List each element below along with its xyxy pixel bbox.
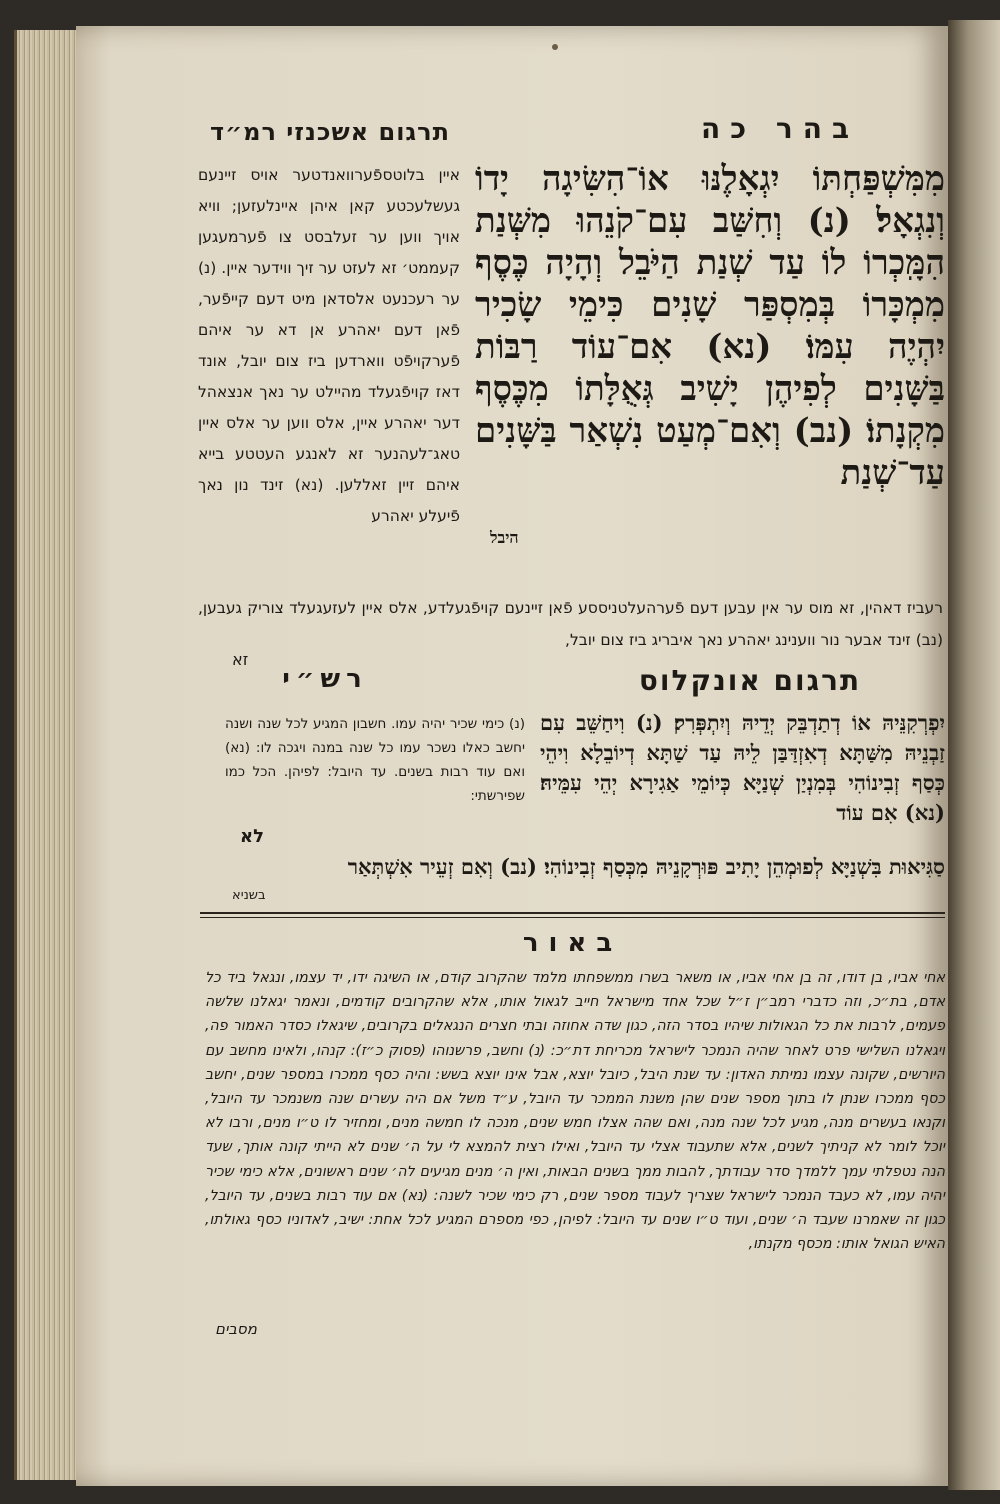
page-mark — [552, 44, 558, 50]
ashkenazi-continuation-paragraph: רעביז דאהין, זא מוס ער אין עבען דעם פֿערהעלטניססע פֿאן זיינעם קויפֿגעלדע, אלס איין לעזעגעלד צוריק געבען, (נב) זינד אבער נור ווענינג יאהרע נאך איבריג ביז צום יובל, — [198, 599, 943, 649]
page-number: כה — [700, 112, 757, 145]
onkelos-continuation-paragraph: סַגִּיאוּת בִּשְׁנַיָּא לְפוּמְהֵן יָתִיב פּוּרְקָנֵיהּ מִכְּסַף זְבִינוֹהִי׃ (נב) וְאִם זְעֵיר אִשְׁתְּאַר — [347, 854, 945, 879]
biur-header: באור — [522, 928, 623, 958]
facing-page-edge — [948, 20, 1000, 1490]
onkelos-text — [540, 708, 945, 828]
rashi-header: רש״י — [282, 664, 368, 694]
running-header — [560, 112, 960, 145]
onkelos-catchword: בשניא — [232, 888, 266, 903]
biur-commentary — [205, 966, 945, 1256]
ashkenazi-translation-column — [198, 160, 460, 532]
parsha-title: בהר — [775, 112, 860, 145]
main-hebrew-text — [475, 158, 945, 494]
onkelos-paragraph: יִפְרְקִנֵּיהּ אוֹ דְתַדְבֵּק יְדֵיהּ וְיִתְפְּרִק׃ (נ) וִיחַשֵּׁב עִם זַבְנֵיהּ מִשַּׁתָּא דְאִזְדַּבַּן לֵיהּ עַד שַׁתָּא דְיוֹבֵלָא וִיהֵי כְּסַף זְבִינוֹהִי בְּמִנְיַן שְׁנַיָּא כְּיוֹמֵי אַגִירָא יְהֵי עִמֵּיהּ׃ (נא) אִם עוֹד — [540, 710, 945, 825]
book-page-edges — [14, 30, 79, 1480]
section-divider-thin — [200, 917, 945, 918]
ashkenazi-catchword: זא — [232, 650, 249, 669]
rashi-paragraph: (נ) כימי שכיר יהיה עמו. חשבון המגיע לכל שנה ושנה יחשב כאלו נשכר עמו כל שנה במנה ויגכה לו: (נא) ואם עוד רבות בשנים. עד היובל: לפיהן. הכל כמו שפירשתי: — [225, 716, 525, 804]
onkelos-header: תרגום אונקלוס — [638, 664, 862, 697]
ashkenazi-translation-continuation — [198, 592, 943, 656]
ashkenazi-paragraph: איין בלוטספֿערוואנדטער אויס זיינעם געשלעכטע קאן איהן איינלעזען; וויא אויך ווען ער זעלבסט צו פֿערמעגען קעממט׳ זא לעזט ער זיך ווידער איין. (נ) ער רעכנעט אלסדאן מיט דעם קייפֿער, פֿאן דעם יאהרע אן דא ער איהם פֿערקויפֿט ווארדען ביז צום יובל, אונד דאז קויפֿגעלד מהיילט ער נאך אנצאהל דער יאהרע איין, אלס ווען ער אלס איין טאג־לעהנער זא לאנגע העטטע בייא איהם זיין זאללען. (נא) זינד נון נאך פֿיעלע יאהרע — [198, 166, 460, 525]
main-text-paragraph: מִמִּשְׁפַּחְתּוֹ יִגְאָלֶנּוּ אוֹ־הִשִּׂיגָה יָדוֹ וְנִגְאָל׃ (נ) וְחִשַּׁב עִם־קֹנֵהוּ מִשְּׁנַת הִמָּֽכְרוֹ לוֹ עַד שְׁנַת הַיֹּבֵל וְהָיָה כֶּסֶף מִמְכָּרוֹ בְּמִסְפַּר שָׁנִים כִּימֵי שָׂכִיר יִהְיֶה עִמּוֹ׃ (נא) אִם־עוֹד רַבּוֹת בַּשָּׁנִים לְפִיהֶן יָשִׁיב גְּאֻלָּתוֹ מִכֶּסֶף מִקְנָתוֹ׃ (נב) וְאִם־מְעַט נִשְׁאַר בַּשָּׁנִים עַד־שְׁנַת — [475, 159, 945, 493]
biur-catchword: מסבים — [215, 1320, 257, 1338]
ashkenazi-translation-header: תרגום אשכנזי רמ״ד — [209, 118, 450, 146]
biur-paragraph: אחי אביו, בן דודו, זה בן אחי אביו, או משאר בשרו ממשפחתו מלמד שהקרוב קודם, או השיגה ידו, יד עצמו, ונגאל ביד כל אדם, בת״כ, וזה כדברי רמב״ן ז״ל שכל אחד מישראל חייב לגאול אותו, אלא שהקרובים קודמים, ונאמר יגאלנו שלשה פעמים, לרבות את כל הגאולות שיהיו בסדר הזה, כגון שדה אחוזה ובתי חצרים הנגאלים בקרובים, שיגאלו כסדר האמור פה, ויגאלנו השלישי פרט לאחר שהיה הנמכר לישראל מכריחת דת״כ: (נ) וחשב, פרשנוהו (פסוק כ״ז): קנהו, ולאינו מחשב עם היורשים, שקונה עצמו נמיתת האדון: עד שנת היבל, כיובל יוצא, אבל אינו יוצא בשש: והיה כסף ממכרו במספר שנים, יחשב כסף ממכרו שנתן לו בתוך מספר שנים שהן משנת הממכר עד היובל, ע״ד משל אם היה עשרים שנה משנמכר עד היובל, וקנאו בעשרים מנה, מגיע לכל שנה מנה, ואם שהה אצלו חמש שנים, מנכה לו חמשה מנים, ומחזיר לו ט״ו מנים, ורבו לא יוכל לומר לא קניתיך לשנים, אלא שתעבוד אצלי עד היובל, ואילו רצית להמצא לי על ה׳ שנים לא הייתי קונה אותך, שעד הנה נטפלתי עמך ללמדך סדר עבודתך, להבות ממך בשנים הבאות, ואין ה׳ מנים מגיעים לה׳ שנים ראשונים, אלא כימי שכיר יהיה עמו, לא כעבד הנמכר לישראל שצריך לעבוד מספר שנים, רק כימי שכיר לשנה: (נא) אם עוד רבות בשנים, עד היובל, כגון זה שאמרנו שעבד ה׳ שנים, ועוד ט״ו שנים עד היובל: לפיהן, כפי מספרם המגיע לכל אחת: ישיב, לאדוניו כסף גאולתו, האיש הגואל אותו: מכסף מקנתו, — [205, 970, 945, 1253]
section-divider — [200, 912, 945, 914]
rashi-text — [225, 712, 525, 808]
rashi-catchword: לא — [240, 826, 264, 847]
onkelos-continuation — [225, 852, 945, 882]
main-catchword: היבל — [490, 528, 519, 547]
